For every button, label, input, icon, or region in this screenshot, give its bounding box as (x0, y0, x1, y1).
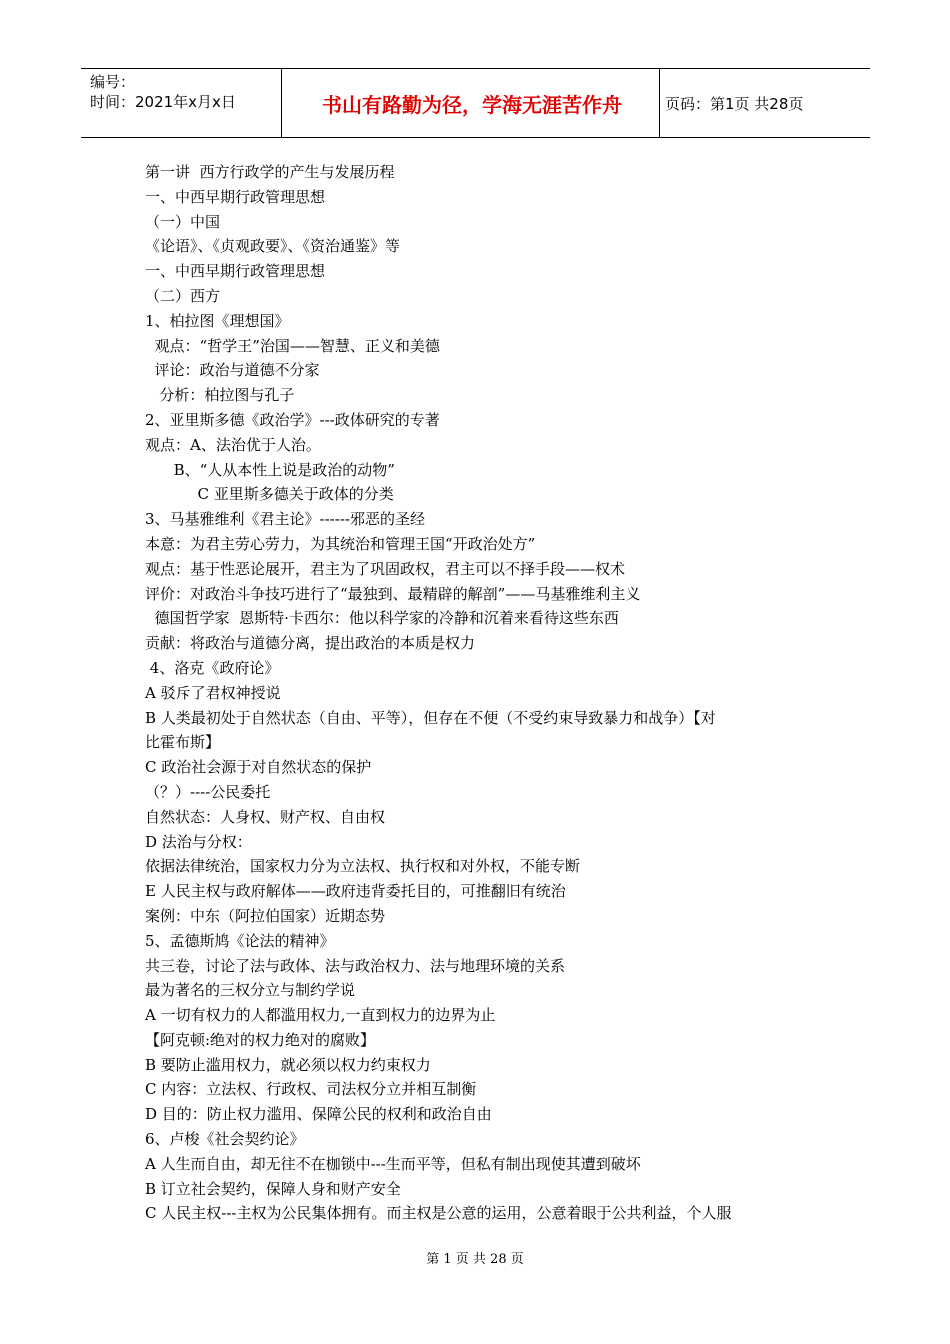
text-line: 观点：“哲学王”治国——智慧、正义和美德 (145, 336, 440, 355)
text-line: （一）中国 (145, 212, 221, 231)
text-line: 【阿克顿:绝对的权力绝对的腐败】 (145, 1030, 376, 1049)
header-motto: 书山有路勤为径，学海无涯苦作舟 (322, 92, 622, 117)
header-table (81, 68, 870, 138)
page-footer: 第 1 页 共 28 页 (426, 1252, 524, 1267)
text-line: 观点：基于性恶论展开，君主为了巩固政权，君主可以不择手段——权术 (145, 559, 626, 578)
text-line: 《论语》、《贞观政要》、《资治通鉴》等 (145, 237, 401, 256)
text-line: 自然状态：人身权、财产权、自由权 (145, 807, 386, 826)
number-label: 编号： (90, 73, 136, 91)
text-line: 6、卢梭《社会契约论》 (145, 1130, 305, 1149)
text-line: D 法治与分权： (145, 832, 252, 851)
text-line: 5、孟德斯鸠《论法的精神》 (145, 931, 335, 950)
text-line: 案例：中东（阿拉伯国家）近期态势 (145, 906, 386, 925)
text-line: 4、洛克《政府论》 (145, 658, 280, 677)
text-line: B 订立社会契约，保障人身和财产安全 (145, 1179, 401, 1198)
text-line: 贡献：将政治与道德分离，提出政治的本质是权力 (145, 634, 476, 653)
document-body (145, 160, 815, 1226)
text-line: 本意：为君主劳心劳力，为其统治和管理王国“开政治处方” (145, 534, 536, 553)
text-line: （？）----公民委托 (145, 782, 271, 801)
text-line: B 人类最初处于自然状态（自由、平等），但存在不便（不受约束导致暴力和战争）【对 (145, 708, 716, 727)
text-line: 评论：政治与道德不分家 (145, 361, 320, 380)
text-line: D 目的：防止权力滥用、保障公民的权利和政治自由 (145, 1105, 492, 1124)
text-line: 3、马基雅维利《君主论》------邪恶的圣经 (145, 510, 425, 529)
text-line: 依据法律统治，国家权力分为立法权、执行权和对外权，不能专断 (145, 857, 581, 876)
text-line: C 内容：立法权、行政权、司法权分立并相互制衡 (145, 1080, 477, 1099)
text-line: 一、中西早期行政管理思想 (145, 187, 326, 206)
text-line: C 亚里斯多德关于政体的分类 (145, 485, 394, 504)
text-line: 评价：对政治斗争技巧进行了“最独到、最精辟的解剖”——马基雅维利主义 (145, 584, 641, 603)
text-line: B、“人从本性上说是政治的动物” (145, 460, 395, 479)
text-line: （二）西方 (145, 286, 221, 305)
text-line: E 人民主权与政府解体——政府违背委托目的，可推翻旧有统治 (145, 882, 566, 901)
header-divider-right (659, 69, 660, 137)
text-line: 共三卷，讨论了法与政体、法与政治权力、法与地理环境的关系 (145, 956, 566, 975)
text-line: 观点：A、法治优于人治。 (145, 435, 321, 454)
text-line: 1、柏拉图《理想国》 (145, 311, 290, 330)
header-meta (90, 72, 236, 112)
text-line: 分析：柏拉图与孔子 (145, 386, 295, 405)
header-divider-left (281, 69, 282, 137)
header-page-info: 页码：第1页 共28页 (665, 95, 804, 113)
text-line: A 人生而自由，却无往不在枷锁中---生而平等，但私有制出现使其遭到破坏 (145, 1154, 641, 1173)
text-line: 一、中西早期行政管理思想 (145, 262, 326, 281)
text-line: 德国哲学家 恩斯特·卡西尔：他以科学家的冷静和沉着来看待这些东西 (145, 609, 619, 628)
text-line: 最为著名的三权分立与制约学说 (145, 981, 356, 1000)
text-line: A 一切有权力的人都滥用权力,一直到权力的边界为止 (145, 1006, 496, 1025)
text-line: C 人民主权---主权为公民集体拥有。而主权是公意的运用，公意着眼于公共利益，个人服 (145, 1204, 732, 1223)
text-line: A 驳斥了君权神授说 (145, 683, 281, 702)
time-label: 时间：2021年x月x日 (90, 93, 236, 111)
text-line: C 政治社会源于对自然状态的保护 (145, 758, 372, 777)
text-line: B 要防止滥用权力，就必须以权力约束权力 (145, 1055, 431, 1074)
text-line: 第一讲 西方行政学的产生与发展历程 (145, 163, 395, 181)
text-line: 比霍布斯】 (145, 733, 221, 752)
text-line: 2、亚里斯多德《政治学》---政体研究的专著 (145, 410, 440, 429)
